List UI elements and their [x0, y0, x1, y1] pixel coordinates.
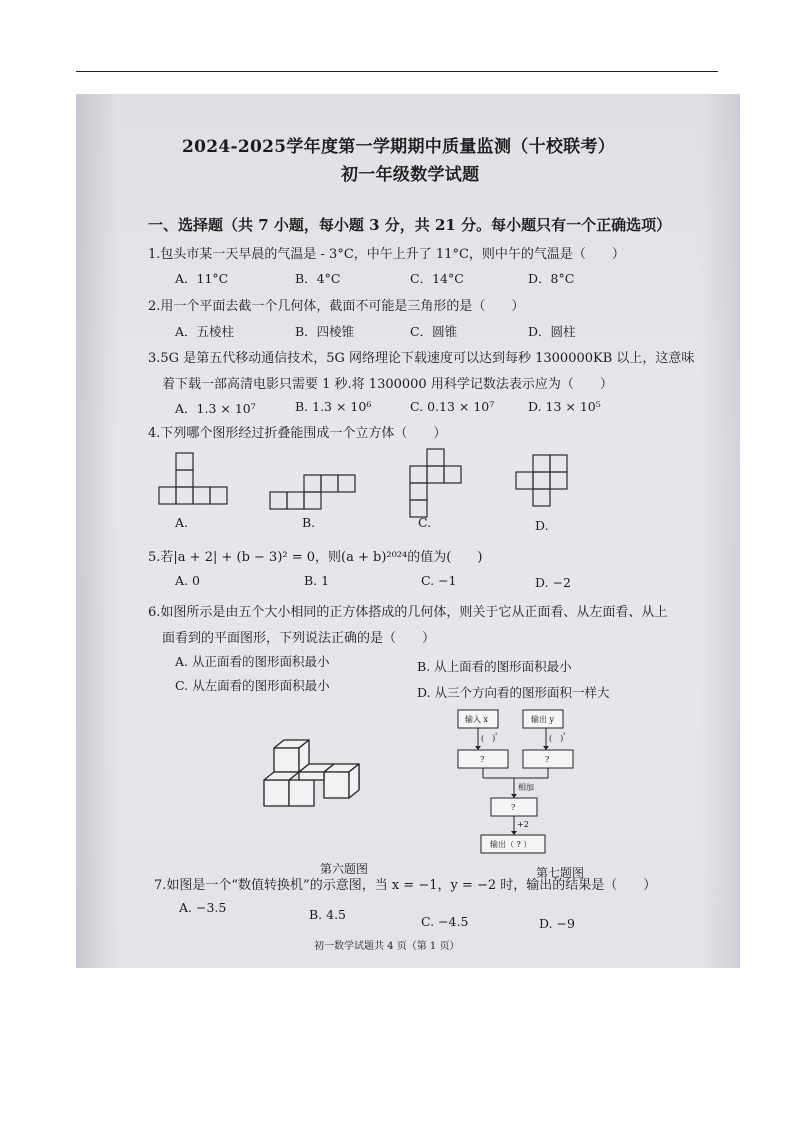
q3-option-a: A．1.3 × 10⁷: [175, 401, 256, 416]
q6-stem-line2: 面看到的平面图形，下列说法正确的是（ ）: [162, 631, 436, 646]
q5-option-a: A. 0: [175, 573, 200, 588]
q4-option-c: C.: [418, 515, 432, 530]
flow-output-text: 输出（ ? ）: [490, 840, 532, 849]
flow-add-label: 相加: [518, 783, 534, 792]
q6-option-c: C. 从左面看的图形面积最小: [175, 678, 330, 693]
section-heading: 一、选择题（共 7 小题，每小题 3 分，共 21 分。每小题只有一个正确选项）: [148, 216, 672, 234]
q5-option-c: C. −1: [421, 573, 457, 588]
q4-option-a: A.: [175, 515, 189, 530]
flow-sup-y: ³: [563, 732, 566, 739]
flow-q2: ?: [545, 755, 550, 764]
q7-option-d: D. −9: [539, 916, 575, 931]
flow-input-y-text: 输出 y: [531, 715, 555, 724]
flow-q1: ?: [480, 755, 485, 764]
exam-title: 2024-2025学年度第一学期期中质量监测（十校联考）: [182, 137, 616, 157]
q4-net-a: [156, 449, 236, 509]
flow-paren-x: ( ): [481, 734, 496, 743]
q1-option-c: C．14°C: [410, 271, 464, 286]
q7-option-c: C. −4.5: [421, 914, 469, 929]
q4-option-b: B.: [302, 515, 316, 530]
flow-sup-x: ²: [495, 732, 498, 739]
q6-option-b: B. 从上面看的图形面积最小: [417, 659, 572, 674]
flow-input-x-text: 输入 x: [465, 715, 489, 724]
fig6-caption: 第六题图: [320, 862, 369, 876]
q5-option-b: B. 1: [304, 573, 330, 588]
q1-stem: 1.包头市某一天早晨的气温是 - 3°C，中午上升了 11°C，则中午的气温是（ ）: [148, 247, 625, 262]
q3-option-b: B. 1.3 × 10⁶: [295, 399, 372, 414]
q1-option-d: D．8°C: [528, 271, 575, 286]
q7-option-a: A. −3.5: [179, 900, 227, 915]
photo-of-exam-page: [76, 94, 740, 968]
fig6-cube-stack: [260, 734, 370, 814]
q1-option-b: B．4°C: [295, 271, 341, 286]
q2-option-c: C．圆锥: [410, 324, 458, 339]
q5-stem: 5.若|a + 2| + (b − 3)² = 0，则(a + b)²⁰²⁴的值为( ): [148, 550, 483, 565]
q3-stem-line1: 3.5G 是第五代移动通信技术，5G 网络理论下载速度可以达到每秒 1300000KB 以上，这意味: [148, 351, 695, 366]
flow-paren-y: ( ): [549, 734, 564, 743]
q6-option-a: A. 从正面看的图形面积最小: [175, 654, 330, 669]
top-rule: [76, 71, 718, 72]
page-footer: 初一数学试题共 4 页（第 1 页）: [314, 941, 460, 952]
q2-stem: 2.用一个平面去截一个几何体，截面不可能是三角形的是（ ）: [148, 299, 525, 314]
q2-option-b: B．四棱锥: [295, 324, 355, 339]
q4-net-c: [406, 446, 466, 518]
fig7-caption: 第七题图: [536, 866, 585, 880]
flow-plus2: +2: [517, 820, 529, 829]
q7-option-b: B. 4.5: [309, 907, 347, 922]
q6-stem-line1: 6.如图所示是由五个大小相同的正方体搭成的几何体，则关于它从正面看、从左面看、从上: [148, 605, 668, 620]
q5-option-d: D. −2: [535, 575, 571, 590]
q4-net-d: [512, 452, 576, 510]
q4-net-b: [264, 469, 360, 513]
fig7-flowchart: [454, 706, 574, 858]
q4-option-d: D.: [535, 518, 549, 533]
q2-option-d: D．圆柱: [528, 324, 576, 339]
q3-option-d: D. 13 × 10⁵: [528, 399, 601, 414]
right-shadow: [700, 94, 740, 968]
flow-q3: ?: [511, 803, 516, 812]
exam-subtitle: 初一年级数学试题: [341, 165, 480, 185]
q4-stem: 4.下列哪个图形经过折叠能围成一个立方体（ ）: [148, 426, 447, 441]
q1-option-a: A．11°C: [175, 271, 229, 286]
q2-option-a: A．五棱柱: [175, 324, 235, 339]
q7-stem: 7.如图是一个“数值转换机”的示意图，当 x = −1，y = −2 时，输出的结果是（ ）: [154, 878, 657, 893]
q6-option-d: D. 从三个方向看的图形面积一样大: [417, 685, 610, 700]
q3-option-c: C. 0.13 × 10⁷: [410, 399, 495, 414]
left-shadow: [76, 94, 118, 968]
q3-stem-line2: 着下载一部高清电影只需要 1 秒.将 1300000 用科学记数法表示应为（ ）: [162, 377, 613, 392]
